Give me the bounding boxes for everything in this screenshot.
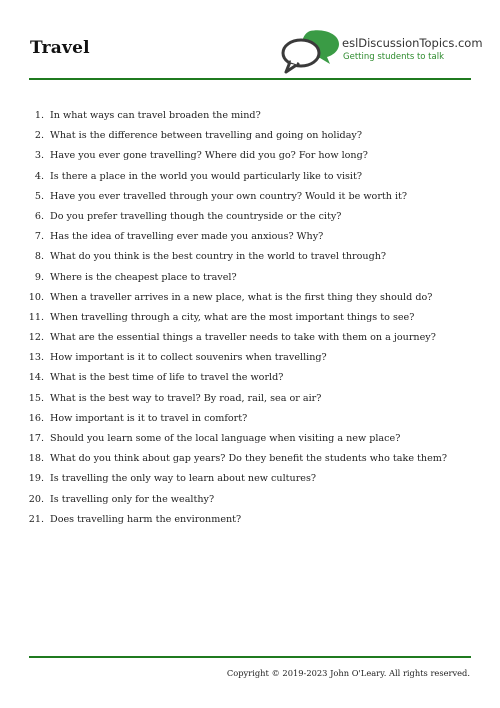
question-text: Where is the cheapest place to travel?: [50, 271, 237, 283]
question-number: 11.: [28, 311, 44, 323]
speech-bubbles-icon: [280, 28, 342, 76]
question-text: Have you ever gone travelling? Where did you go? For how long?: [50, 150, 368, 162]
question-text: Does travelling harm the environment?: [50, 513, 242, 525]
question-number: 6.: [34, 210, 44, 222]
question-number: 10.: [28, 291, 44, 303]
question-number: 18.: [28, 453, 44, 465]
question-text: Should you learn some of the local language when visiting a new place?: [50, 433, 401, 444]
page-title: Travel: [30, 38, 90, 58]
question-text: What is the best way to travel? By road, rail, sea or air?: [50, 392, 322, 404]
question-number: 13.: [28, 352, 44, 364]
logo-tagline: Getting students to talk: [343, 52, 445, 62]
question-number: 19.: [28, 473, 44, 485]
footer-divider: [29, 656, 471, 658]
question-text: Has the idea of travelling ever made you anxious? Why?: [50, 231, 324, 243]
question-text: Have you ever travelled through your own country? Would it be worth it?: [50, 190, 408, 202]
question-number: 1.: [34, 110, 44, 121]
question-text: When travelling through a city, what are the most important things to see?: [50, 311, 415, 323]
question-number: 2.: [34, 130, 44, 142]
question-number: 9.: [34, 271, 44, 283]
question-text: In what ways can travel broaden the mind?: [50, 110, 261, 121]
question-text: What are the essential things a traveller needs to take with them on a journey?: [50, 332, 436, 344]
question-number: 12.: [28, 332, 44, 344]
question-number: 3.: [34, 150, 44, 162]
question-number: 17.: [28, 433, 44, 444]
question-text: What do you think about gap years? Do they benefit the students who take them?: [50, 453, 447, 465]
question-text: What do you think is the best country in the world to travel through?: [50, 251, 387, 263]
question-number: 21.: [28, 513, 44, 525]
question-text: Is there a place in the world you would particularly like to visit?: [50, 170, 362, 182]
question-number: 16.: [28, 412, 44, 424]
question-text: What is the best time of life to travel the world?: [50, 372, 284, 384]
question-number: 5.: [34, 190, 44, 202]
question-number: 8.: [34, 251, 44, 263]
question-text: How important is it to travel in comfort?: [50, 412, 248, 424]
header-divider: [29, 78, 471, 80]
question-number: 4.: [34, 170, 44, 182]
question-number: 15.: [28, 392, 44, 404]
question-text: What is the difference between travelling and going on holiday?: [50, 130, 362, 142]
question-number: 20.: [28, 493, 44, 505]
site-logo[interactable]: [280, 28, 483, 76]
logo-site-name: eslDiscussionTopics.com: [342, 36, 483, 50]
question-number: 14.: [28, 372, 44, 384]
question-text: Is travelling the only way to learn about new cultures?: [50, 473, 317, 485]
question-text: How important is it to collect souvenirs when travelling?: [50, 352, 327, 364]
question-text: When a traveller arrives in a new place, what is the first thing they should do?: [50, 291, 433, 303]
question-number: 7.: [34, 231, 44, 243]
copyright-notice: Copyright © 2019-2023 John O'Leary. All rights reserved.: [226, 668, 470, 678]
question-text: Is travelling only for the wealthy?: [50, 493, 215, 505]
question-text: Do you prefer travelling though the countryside or the city?: [50, 210, 342, 222]
